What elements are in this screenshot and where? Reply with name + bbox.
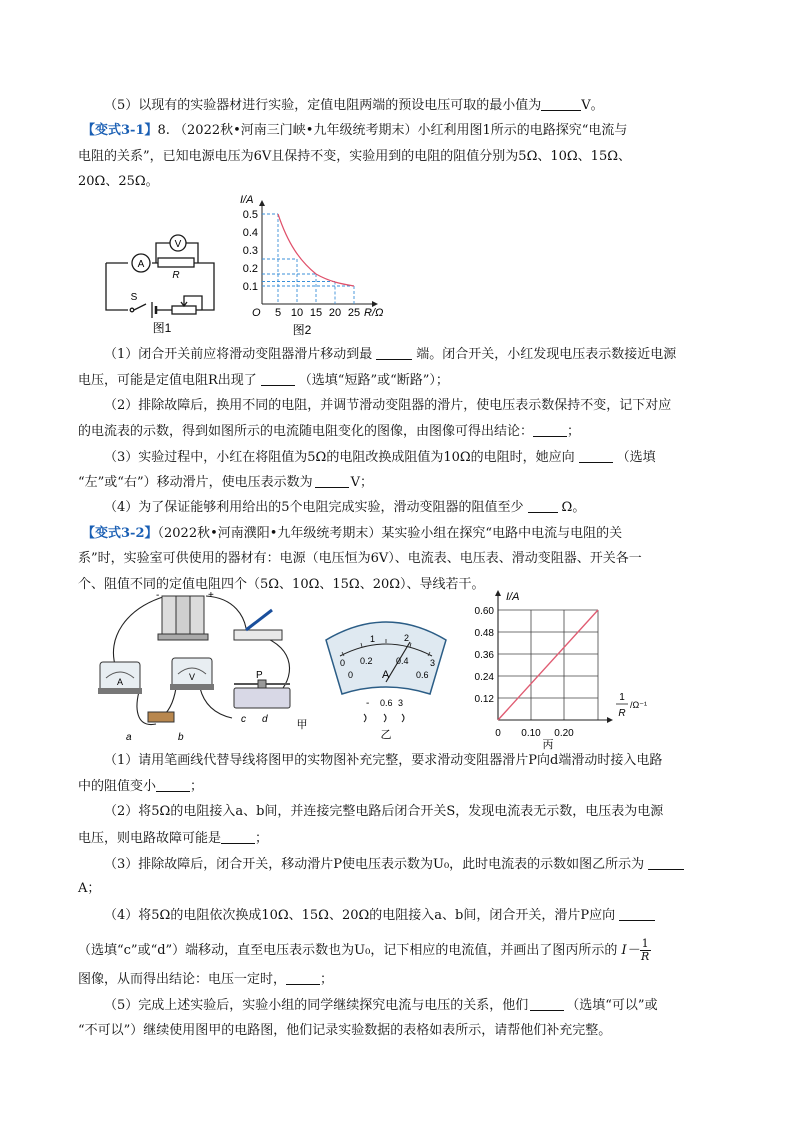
fixed-resistor: [148, 712, 174, 722]
v32-q2b: 电压，则电路故障可能是 ；: [78, 831, 269, 846]
v32-line3: 个、阻值不同的定值电阻四个（5Ω、10Ω、15Ω、20Ω）、导线若干。: [78, 577, 485, 592]
ammeter-label: A: [116, 677, 124, 687]
fig2-ylabel: I/A: [240, 194, 254, 206]
blank[interactable]: [579, 448, 613, 463]
v32-q1a: （1）请用笔画线代替导线将图甲的实物图补充完整，要求滑动变阻器滑片P向d端滑动时接入电路: [104, 753, 663, 768]
minus-label: -: [156, 590, 160, 601]
ytick: 0.36: [474, 650, 494, 661]
voltmeter-label: V: [188, 672, 196, 682]
v32-fig-jia-apparatus: [96, 588, 312, 748]
blank[interactable]: [533, 422, 567, 437]
plus-label: +: [208, 590, 214, 601]
xtick: 0.10: [521, 728, 541, 739]
ytick: 0.48: [474, 628, 494, 639]
v32-q4a: （4）将5Ω的电阻依次换成10Ω、15Ω、20Ω的电阻接入a、b间，闭合开关，滑片P应向: [104, 906, 655, 925]
fig2-origin: O: [252, 307, 261, 319]
fig-bing-ylabel: I/A: [506, 591, 520, 603]
v32-q5a: （5）完成上述实验后，实验小组的同学继续探究电流与电压的关系，他们 （选填“可以”或: [104, 998, 658, 1013]
xtick: 0: [495, 728, 501, 739]
v31-q1b: 电压，可能是定值电阻R出现了 （选填“短路”或“断路”）；: [78, 373, 449, 388]
dial-tick: 3: [430, 658, 436, 668]
v31-q3b: “左”或“右”）移动滑片，使电压表示数为 V；: [78, 475, 373, 490]
battery-pack: [158, 596, 208, 640]
v32-q4c: 图像，从而得出结论：电压一定时， ；: [78, 972, 334, 987]
terminal-d-label: d: [262, 714, 268, 725]
blank[interactable]: [530, 996, 564, 1011]
rheostat-device: [234, 680, 290, 708]
blank[interactable]: [619, 906, 655, 921]
xtick: 15: [309, 307, 323, 319]
ytick: 0.3: [242, 245, 258, 257]
dial-tick: 0.4: [396, 656, 409, 666]
terminal-label: 3: [398, 698, 404, 708]
fig2-caption: 图2: [292, 323, 312, 337]
dial-tick: 0: [348, 670, 354, 680]
series-line: [498, 610, 598, 720]
ytick: 0.5: [242, 209, 258, 221]
v31-fig2-graph: [236, 194, 396, 340]
xtick: 25: [347, 307, 361, 319]
v32-fig-bing-graph: [468, 590, 654, 750]
v31-header: 【变式3-1】8. （2022秋•河南三门峡•九年级统考期末）小红利用图1所示的电路探究“电流与: [82, 123, 628, 138]
blank[interactable]: [156, 777, 190, 792]
terminal-a-label: a: [126, 732, 132, 743]
ytick: 0.1: [242, 281, 258, 293]
xtick: 0.20: [554, 728, 574, 739]
switch-label: S: [130, 292, 138, 303]
ytick: 0.24: [474, 672, 494, 683]
dial-tick: 0: [340, 658, 346, 668]
dial-unit-A: A: [382, 669, 390, 681]
dial-tick: 2: [404, 633, 410, 643]
slider-P-label: P: [256, 670, 263, 681]
ytick: 0.4: [242, 227, 258, 239]
fig2-xlabel: R/Ω: [364, 307, 384, 319]
voltmeter-label: V: [174, 239, 182, 250]
terminal-label: 0.6: [380, 698, 393, 708]
v32-q2a: （2）将5Ω的电阻接入a、b间，并连接完整电路后闭合开关S，发现电流表无示数，电压表为电源: [104, 804, 664, 819]
xlabel-num: 1: [619, 692, 625, 703]
blank[interactable]: [315, 473, 349, 488]
fig-yi-caption: 乙: [380, 729, 392, 741]
blank[interactable]: [286, 970, 320, 985]
v31-q1a: （1）闭合开关前应将滑动变阻器滑片移动到最 端。闭合开关，小红发现电压表示数接近电源: [104, 347, 677, 362]
ammeter-label: A: [137, 259, 145, 270]
terminal-label: -: [366, 698, 370, 709]
blank[interactable]: [376, 345, 412, 360]
resistor-label: R: [172, 270, 180, 281]
q5-prev: （5）以现有的实验器材进行实验，定值电阻两端的预设电压可取的最小值为 V。: [104, 98, 604, 113]
ytick: 0.60: [474, 606, 494, 617]
v32-fig-yi-ammeter-dial: [318, 610, 454, 745]
v31-line3: 20Ω、25Ω。: [78, 174, 159, 189]
blank[interactable]: [261, 371, 295, 386]
xtick: 20: [328, 307, 342, 319]
v31-q3a: （3）实验过程中，小红在将阻值为5Ω的电阻改换成阻值为10Ω的电阻时，她应向 （选填: [104, 450, 656, 465]
v31-fig1-circuit: [98, 228, 224, 336]
v31-line2: 电阻的关系”，已知电源电压为6V且保持不变，实验用到的电阻的阻值分别为5Ω、10Ω、15Ω、: [78, 149, 631, 164]
fig-jia-caption: 甲: [296, 719, 308, 731]
blank[interactable]: [528, 498, 558, 513]
v32-q4b: （选填“c”或“d”）端移动，直至电压表示数也为U₀，记下相应的电流值，并画出了图丙所示的 I－ $\frac{1}{R}$: [78, 937, 650, 963]
ytick: 0.12: [474, 694, 494, 705]
blank[interactable]: [541, 96, 581, 111]
blank[interactable]: [648, 855, 684, 870]
v32-line2: 系”时，实验室可供使用的器材有：电源（电压恒为6V）、电流表、电压表、滑动变阻器、开关各一: [78, 551, 642, 566]
dial-tick: 0.2: [360, 656, 373, 666]
v31-q2b: 的电流表的示数，得到如图所示的电流随电阻变化的图像，由图像可得出结论： ；: [78, 424, 581, 439]
xtick: 10: [290, 307, 304, 319]
xlabel-den: R: [618, 708, 626, 719]
v32-q3a: （3）排除故障后，闭合开关，移动滑片P使电压表示数为U₀，此时电流表的示数如图乙所示为: [104, 855, 684, 874]
v32-q5b: “不可以”）继续使用图甲的电路图，他们记录实验数据的表格如表所示，请帮他们补充完整。: [78, 1023, 612, 1038]
v32-q3b: A；: [78, 881, 101, 896]
xtick: 5: [274, 307, 282, 319]
terminal-c-label: c: [241, 714, 246, 725]
fig1-caption: 图1: [152, 321, 172, 335]
fig-bing-caption: 丙: [542, 739, 554, 750]
terminal-b-label: b: [178, 732, 184, 743]
dial-tick: 0.6: [416, 670, 429, 680]
ytick: 0.2: [242, 263, 258, 275]
v31-q4: （4）为了保证能够利用给出的5个电阻完成实验，滑动变阻器的阻值至少 Ω。: [104, 500, 586, 515]
v32-q1b: 中的阻值变小 ；: [78, 779, 204, 794]
v31-q2a: （2）排除故障后，换用不同的电阻，并调节滑动变阻器的滑片，使电压表示数保持不变，记下对应: [104, 398, 672, 413]
dial-tick: 1: [370, 634, 376, 644]
v32-header: 【变式3-2】（2022秋•河南濮阳•九年级统考期末）某实验小组在探究“电路中电流与电阻的关: [82, 526, 623, 541]
blank[interactable]: [221, 829, 255, 844]
xlabel-unit: /Ω⁻¹: [630, 700, 647, 710]
